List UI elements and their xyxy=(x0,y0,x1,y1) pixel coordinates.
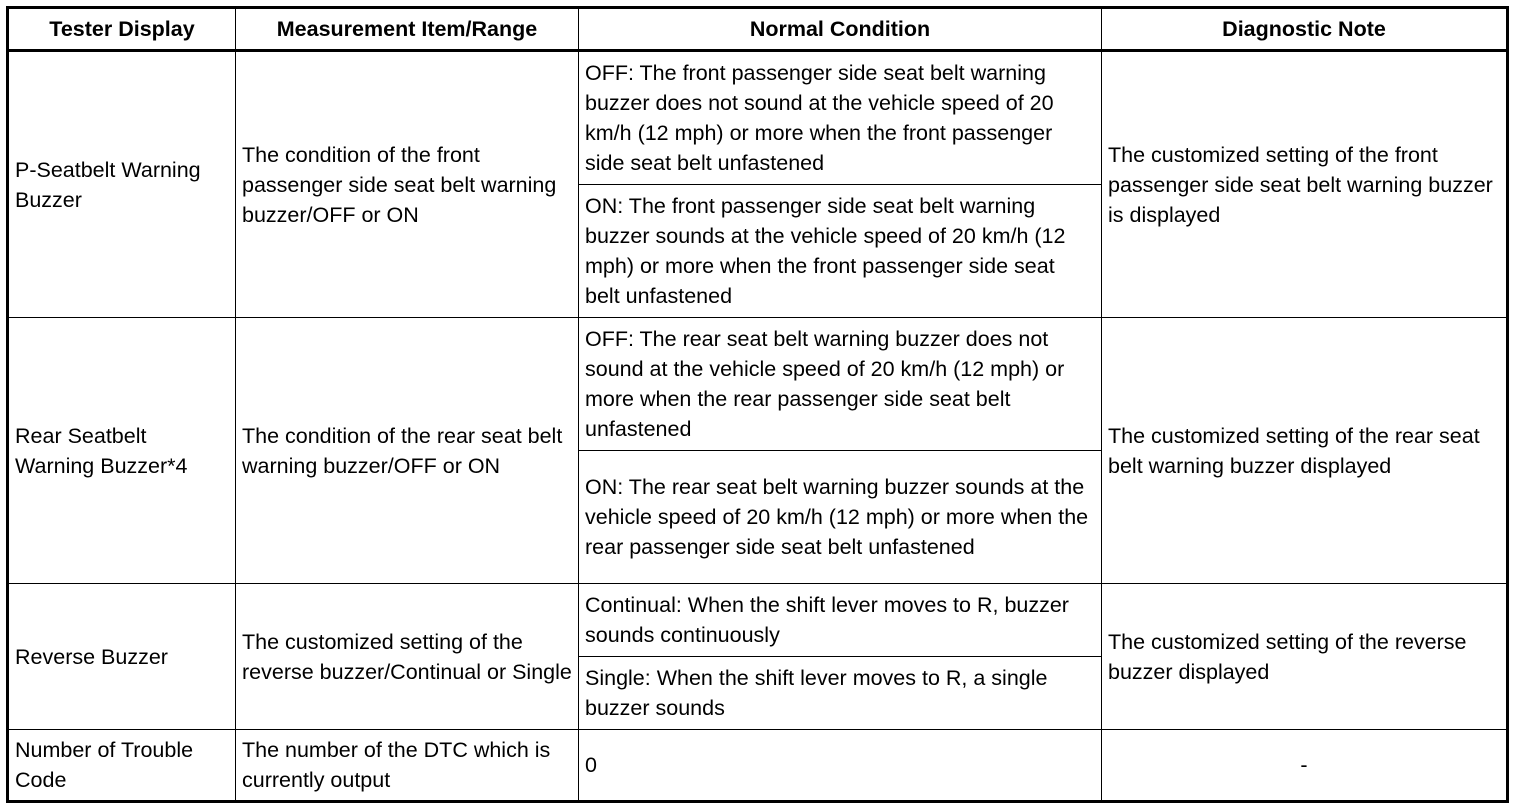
data-list-table xyxy=(6,6,1509,803)
tester-display-cell: P-Seatbelt Warning Buzzer xyxy=(8,51,236,318)
table-row xyxy=(8,730,1508,802)
normal-condition-cell: OFF: The rear seat belt warning buzzer does not sound at the vehicle speed of 20 km/h (12 mph) or more when the rear passenger side seat belt unfastened xyxy=(579,318,1102,451)
header-measurement-item: Measurement Item/Range xyxy=(236,8,579,51)
tester-display-cell: Number of Trouble Code xyxy=(8,730,236,802)
diagnostic-note-cell: The customized setting of the reverse buzzer displayed xyxy=(1102,584,1508,730)
measurement-cell: The condition of the front passenger side seat belt warning buzzer/OFF or ON xyxy=(236,51,579,318)
header-tester-display: Tester Display xyxy=(8,8,236,51)
normal-condition-cell: ON: The front passenger side seat belt warning buzzer sounds at the vehicle speed of 20 km/h (12 mph) or more when the front passenger side seat belt unfastened xyxy=(579,185,1102,318)
data-list-table-container xyxy=(6,6,1509,803)
normal-condition-cell: ON: The rear seat belt warning buzzer sounds at the vehicle speed of 20 km/h (12 mph) or more when the rear passenger side seat belt unfastened xyxy=(579,451,1102,584)
diagnostic-note-cell: The customized setting of the rear seat belt warning buzzer displayed xyxy=(1102,318,1508,584)
header-diagnostic-note: Diagnostic Note xyxy=(1102,8,1508,51)
header-normal-condition: Normal Condition xyxy=(579,8,1102,51)
table-row xyxy=(8,318,1508,451)
table-header-row xyxy=(8,8,1508,51)
measurement-cell: The number of the DTC which is currently output xyxy=(236,730,579,802)
tester-display-cell: Reverse Buzzer xyxy=(8,584,236,730)
tester-display-cell: Rear Seatbelt Warning Buzzer*4 xyxy=(8,318,236,584)
measurement-cell: The customized setting of the reverse buzzer/Continual or Single xyxy=(236,584,579,730)
diagnostic-note-cell: - xyxy=(1102,730,1508,802)
measurement-cell: The condition of the rear seat belt warning buzzer/OFF or ON xyxy=(236,318,579,584)
normal-condition-cell: Single: When the shift lever moves to R, a single buzzer sounds xyxy=(579,657,1102,730)
normal-condition-cell: OFF: The front passenger side seat belt warning buzzer does not sound at the vehicle speed of 20 km/h (12 mph) or more when the front passenger side seat belt unfastened xyxy=(579,51,1102,185)
table-row xyxy=(8,51,1508,185)
table-row xyxy=(8,584,1508,657)
normal-condition-cell: Continual: When the shift lever moves to R, buzzer sounds continuously xyxy=(579,584,1102,657)
normal-condition-cell: 0 xyxy=(579,730,1102,802)
diagnostic-note-cell: The customized setting of the front passenger side seat belt warning buzzer is displayed xyxy=(1102,51,1508,318)
